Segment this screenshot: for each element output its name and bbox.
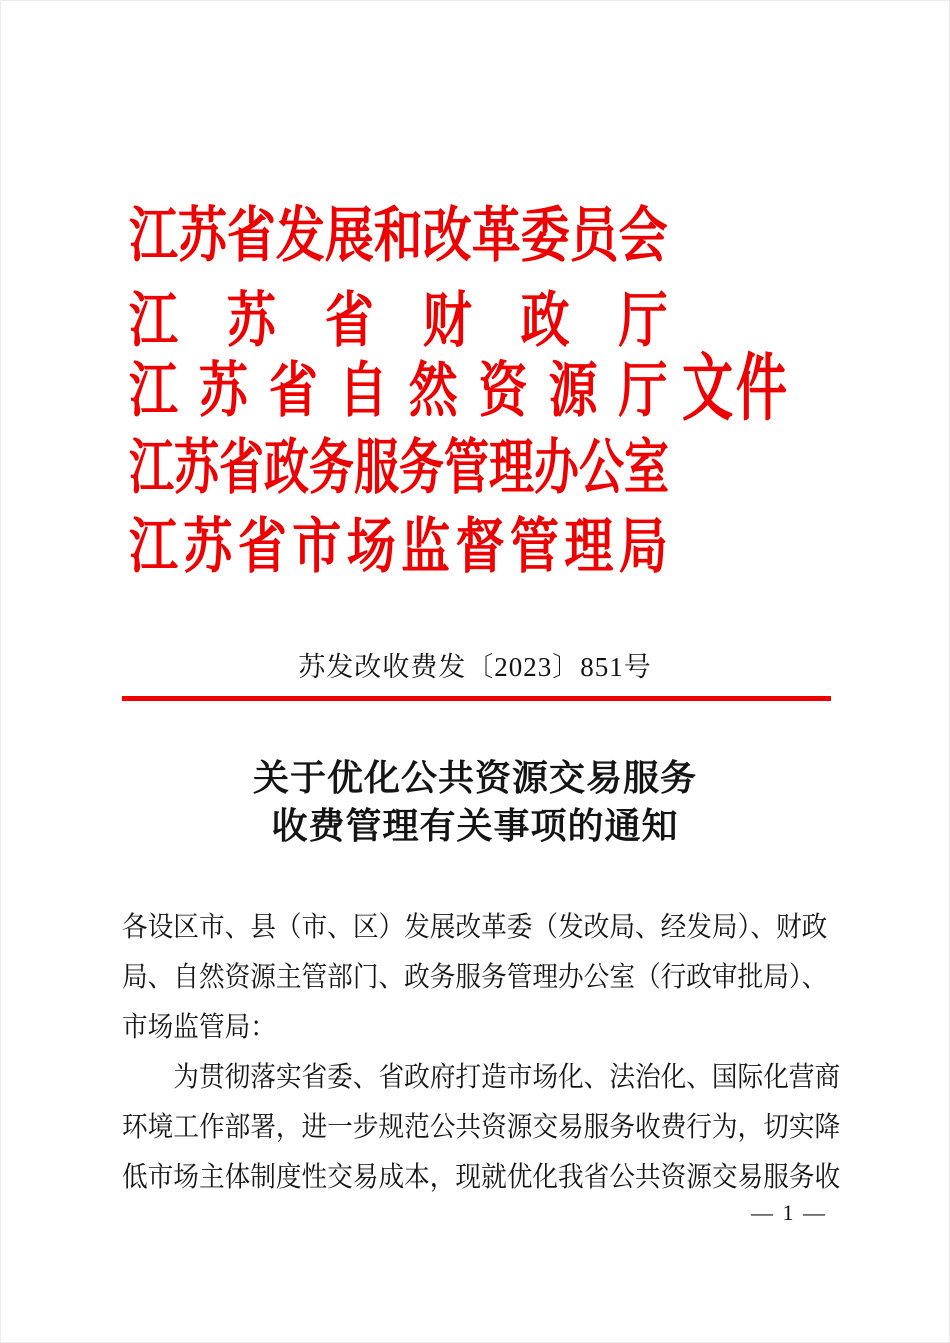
header-agency-3: 江苏省自然资源厅 bbox=[129, 358, 689, 424]
body-line-recipients-1: 各设区市、县（市、区）发展改革委（发改局、经发局）、财政 bbox=[122, 912, 828, 943]
body-line-recipients-2: 局、自然资源主管部门、政务服务管理办公室（行政审批局）、 bbox=[122, 962, 828, 993]
document-title bbox=[1, 754, 949, 850]
header-agency-2: 江苏省财政厅 bbox=[129, 288, 717, 354]
red-divider bbox=[122, 696, 831, 701]
page-number: — 1 — bbox=[751, 1200, 827, 1225]
body-line-paragraph-1: 为贯彻落实省委、省政府打造市场化、法治化、国际化营商 bbox=[173, 1062, 841, 1093]
document-number: 苏发改收费发〔2023〕851号 bbox=[298, 652, 652, 682]
title-line-1: 关于优化公共资源交易服务 bbox=[252, 758, 697, 798]
header-agency-4: 江苏省政务服务管理办公室 bbox=[129, 435, 669, 501]
body-line-paragraph-3: 低市场主体制度性交易成本，现就优化我省公共资源交易服务收 bbox=[122, 1162, 841, 1193]
header-agency-1: 江苏省发展和改革委员会 bbox=[129, 203, 668, 269]
title-line-2: 收费管理有关事项的通知 bbox=[271, 806, 679, 846]
document-body bbox=[122, 903, 840, 1203]
body-line-paragraph-2: 环境工作部署，进一步规范公共资源交易服务收费行为，切实降 bbox=[122, 1112, 841, 1143]
header-agency-5: 江苏省市场监督管理局 bbox=[129, 514, 674, 580]
body-line-recipients-3: 市场监管局： bbox=[122, 1012, 276, 1043]
header-document-label: 文件 bbox=[682, 348, 790, 429]
